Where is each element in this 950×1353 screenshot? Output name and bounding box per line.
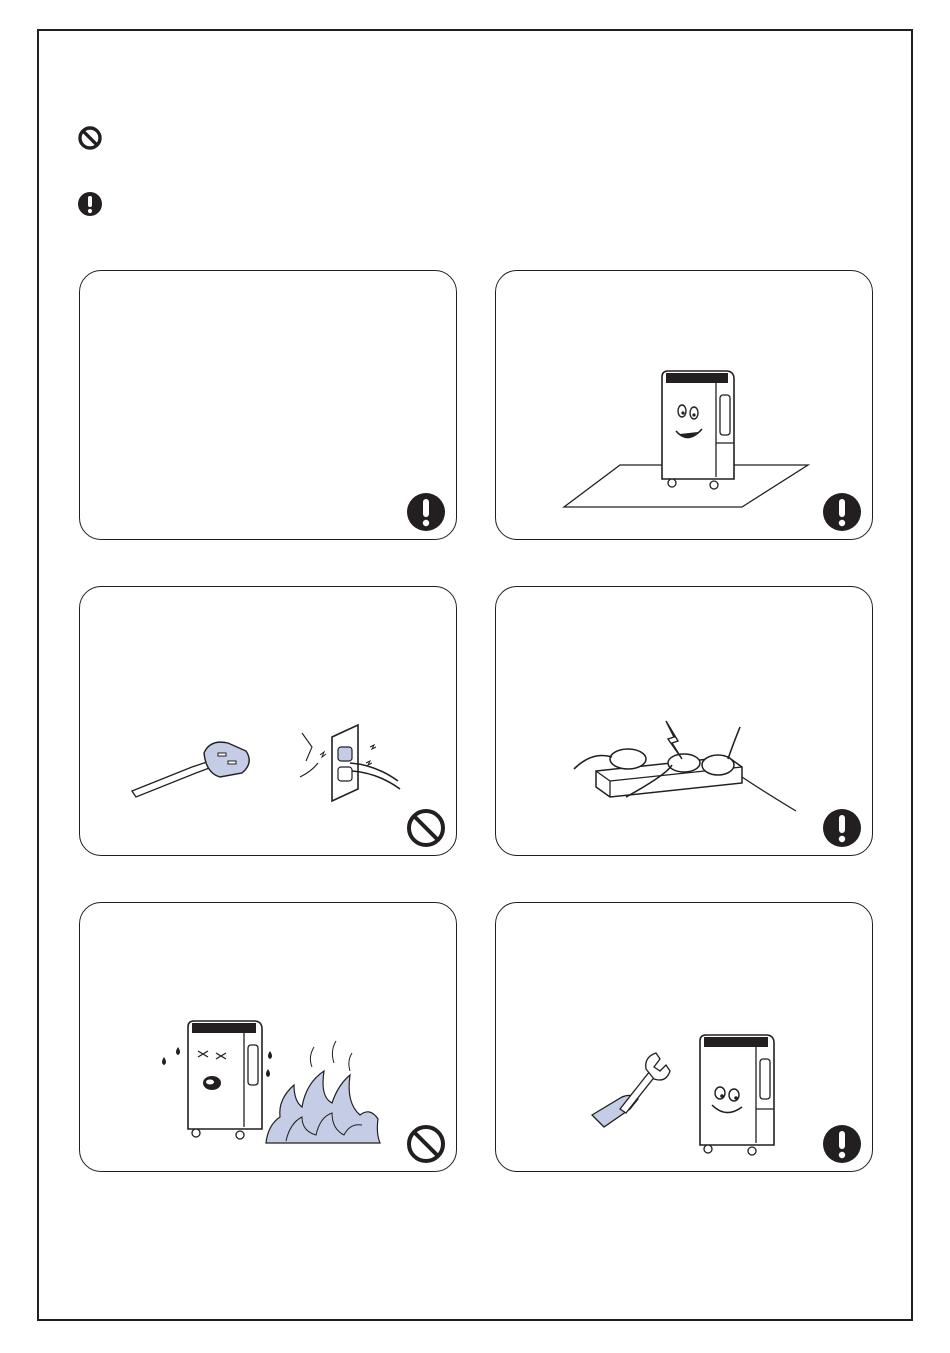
dehumidifier-on-level-floor-illustration bbox=[496, 271, 874, 541]
panel-1 bbox=[79, 270, 457, 540]
dehumidifier-with-service-wrench-illustration bbox=[496, 903, 874, 1173]
mandatory-icon bbox=[405, 491, 447, 533]
damaged-plug-and-socket-illustration bbox=[80, 587, 458, 857]
panel-6 bbox=[495, 902, 873, 1172]
panel-4 bbox=[495, 586, 873, 856]
prohibition-icon bbox=[405, 1123, 447, 1165]
mandatory-icon bbox=[76, 190, 104, 218]
panel-5 bbox=[79, 902, 457, 1172]
overloaded-power-strip-illustration bbox=[496, 587, 874, 857]
prohibition-icon bbox=[76, 124, 104, 152]
mandatory-icon bbox=[821, 807, 863, 849]
panel-3 bbox=[79, 586, 457, 856]
prohibition-icon bbox=[405, 807, 447, 849]
mandatory-icon bbox=[821, 1123, 863, 1165]
mandatory-icon bbox=[821, 491, 863, 533]
panel-2 bbox=[495, 270, 873, 540]
dehumidifier-near-fire-illustration bbox=[80, 903, 458, 1173]
